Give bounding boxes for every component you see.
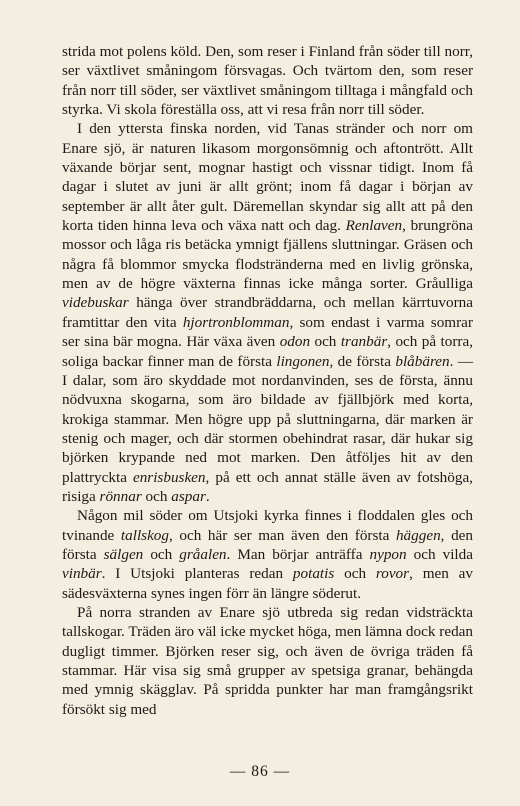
italic-term: rovor [375, 565, 410, 583]
text-run: , och på torra, soliga backar finner man de första [62, 333, 473, 370]
text-run: och [141, 487, 172, 505]
text-run: och [143, 545, 180, 563]
italic-term: nypon [369, 545, 407, 563]
italic-term: blåbären [395, 352, 450, 370]
text-run: och [310, 333, 341, 351]
text-run: På norra stranden av Enare sjö utbreda sig redan vidsträckta tallskogar. Träden äro väl icke mycket höga, men lämna dock redan dugligt timmer. Björken reser sig, och även de övriga träden få stammar. Här visa sig små grupper av spetsiga granar, behängda med ymnig skägglav. På spridda punkter har man framgångsrikt försökt sig med [62, 603, 473, 718]
text-run: hänga över strandbräddarna, och mellan kärrtuvorna framtittar den vita [62, 294, 473, 331]
text-run: . — I dalar, som äro skyddade mot nordanvinden, ses de första, ännu nödvuxna skogarna, som äro bildade av fjällbjörk med korta, krokiga stammar. Men högre upp på sluttningarna, där marken är stenig och mager, och där stormen obehindrat rasar, där hukar sig björken krypande ned mot marken. Den åtföljes hit av den plattryckta [62, 352, 474, 486]
italic-term: odon [279, 333, 311, 351]
text-run: strida mot polens köld. Den, som reser i Finland från söder till norr, ser växtlivet småningom försvagas. Och tvärtom den, som reser från norr till söder, ser växtlivet småningom tilltaga i mångfald och styrka. Vi skola föreställa oss, att vi resa från norr till söder. [62, 43, 473, 119]
text-run: , och här ser man även den första [169, 526, 396, 544]
italic-term: vinbär [62, 565, 102, 583]
text-run: , brungröna mossor och låga ris betäcka ymnigt fjällens sluttningar. Gräsen och några få blommor smycka flodstränderna med en livlig grönska, men av de högre växterna finnas icke många sorter. Gråulliga [62, 217, 474, 293]
text-run: och [334, 565, 376, 583]
italic-term: rönnar [99, 487, 142, 505]
italic-term: sälgen [103, 545, 144, 563]
italic-term: enrisbusken [132, 468, 206, 486]
text-run: , som endast i varma somrar ser sina bär mogna. Här växa även [62, 313, 473, 351]
text-run: Någon mil söder om Utsjoki kyrka finnes i floddalen gles och tvinande [62, 507, 473, 544]
italic-term: häggen [395, 526, 441, 544]
italic-term: videbuskar [62, 294, 129, 312]
text-run: och vilda [406, 545, 473, 563]
italic-term: tranbär [340, 333, 388, 351]
paragraph-4 [62, 603, 473, 719]
text-run: . Man börjar anträffa [226, 545, 370, 563]
text-run: . [205, 487, 210, 505]
text-run: , men av sädesväxterna synes ingen förr än längre söderut. [62, 565, 473, 602]
text-run: , den första [62, 526, 473, 563]
paragraph-1 [62, 42, 473, 119]
text-run: , på ett och annat ställe även av fotshöga, risiga [62, 468, 473, 505]
italic-term: aspar [171, 487, 206, 505]
italic-term: lingonen [276, 352, 330, 370]
italic-term: hjortronblomman [182, 313, 290, 331]
italic-term: Renlaven [345, 217, 403, 235]
text-run: . I Utsjoki planteras redan [101, 565, 293, 583]
italic-term: potatis [292, 565, 335, 583]
text-run: I den yttersta finska norden, vid Tanas stränder och norr om Enare sjö, är naturen likasom morgonsömnig och aftontrött. Allt växande börjar sent, mognar hastigt och vissnar tidigt. Inom få dagar i slutet av juni är allt grönt; inom få dagar i början av september är allt åter gult. Däremellan skyndar sig allt att på den korta tiden hinna leva och växa natt och dag. [62, 120, 473, 235]
italic-term: gråalen [179, 545, 227, 563]
page-number: — 86 — [229, 763, 291, 780]
italic-term: tallskog [120, 526, 169, 544]
text-run: , de första [329, 352, 396, 370]
page-body-text [62, 42, 473, 719]
paragraph-3 [62, 506, 473, 603]
paragraph-2 [62, 119, 473, 506]
